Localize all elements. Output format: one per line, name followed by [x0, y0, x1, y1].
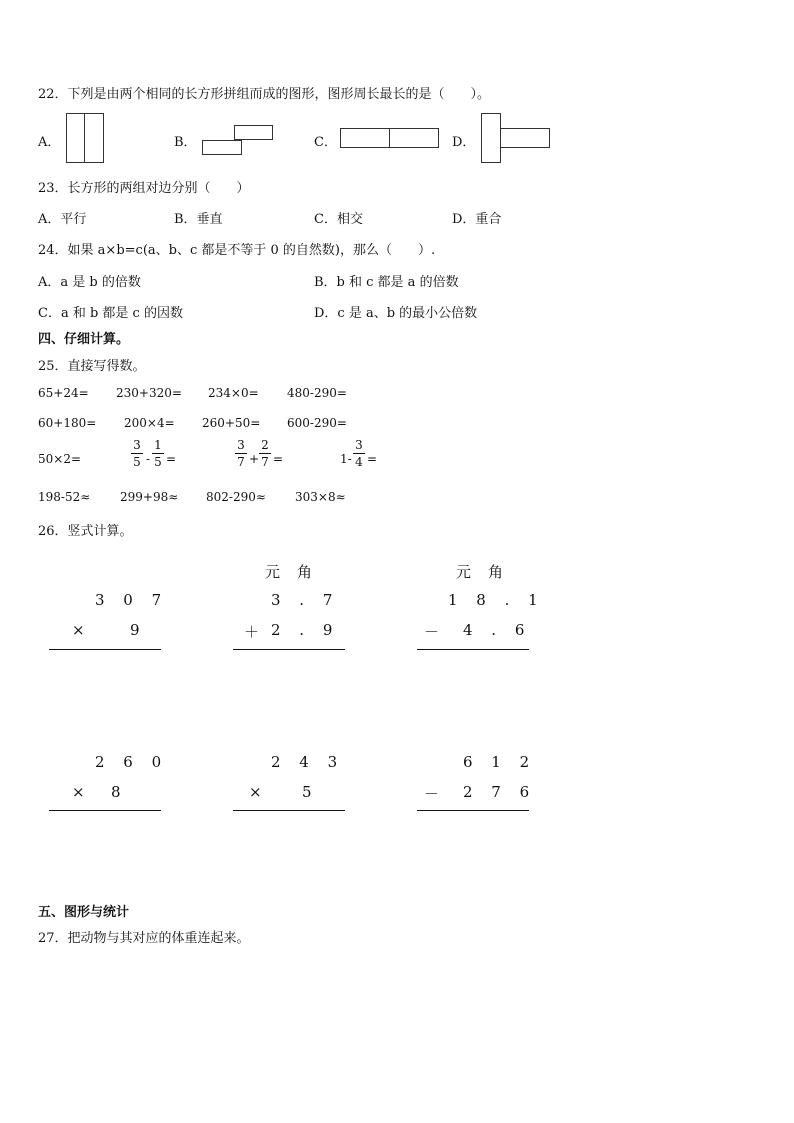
bottom-number: 9 [130, 621, 147, 639]
underline [417, 649, 529, 650]
operator: - [146, 452, 151, 466]
underline [49, 649, 161, 650]
underline [233, 810, 345, 811]
rectangle-shape [66, 113, 85, 163]
fraction: 2 7 [259, 438, 271, 469]
q26-text: 26．竖式计算。 [38, 524, 133, 539]
equals: = [166, 452, 177, 466]
calc-item: 480-290= [287, 386, 347, 400]
q22-option-b-label: B． [174, 135, 197, 150]
q27-text: 27．把动物与其对应的体重连起来。 [38, 931, 250, 946]
q22-option-c-label: C． [314, 135, 337, 150]
unit-jiao: 角 [488, 563, 504, 581]
unit-jiao: 角 [297, 563, 313, 581]
calc-item: 60+180= [38, 416, 97, 430]
calc-item: 230+320= [116, 386, 182, 400]
top-number: 6 1 2 [463, 753, 537, 771]
q24-option-d: D．c 是 a、b 的最小公倍数 [314, 306, 478, 321]
rectangle-shape [389, 128, 439, 148]
underline [417, 810, 529, 811]
calc-item: 260+50= [202, 416, 261, 430]
operator: × [72, 621, 85, 639]
section-5-title: 五、图形与统计 [38, 905, 130, 920]
unit-yuan: 元 [456, 563, 472, 581]
q23-option-b: B．垂直 [174, 212, 223, 227]
calc-item: 303×8≈ [295, 490, 346, 504]
calc-item: 200×4= [124, 416, 175, 430]
top-number: 3 . 7 [271, 591, 340, 609]
q22-option-a-label: A． [38, 135, 61, 150]
calc-item: 50×2= [38, 452, 82, 466]
calc-item: 600-290= [287, 416, 347, 430]
top-number: 3 0 7 [95, 591, 169, 609]
equals: = [367, 452, 378, 466]
fraction: 3 5 [131, 438, 143, 469]
calc-item: 65+24= [38, 386, 89, 400]
operator: × [249, 783, 262, 801]
fraction: 1 5 [152, 438, 164, 469]
operator: + [249, 452, 260, 466]
fraction: 3 4 [353, 438, 365, 469]
equals: = [273, 452, 284, 466]
rectangle-shape [500, 128, 550, 148]
q23-option-d: D．重合 [452, 212, 502, 227]
rectangle-shape [481, 113, 501, 163]
calc-item: 802-290≈ [206, 490, 266, 504]
bottom-number: 2 . 9 [271, 621, 340, 639]
calc-item: 299+98≈ [120, 490, 179, 504]
underline [49, 810, 161, 811]
calc-item: 198-52≈ [38, 490, 91, 504]
q23-option-c: C．相交 [314, 212, 363, 227]
q24-option-a: A．a 是 b 的倍数 [38, 275, 141, 290]
q22-text: 22．下列是由两个相同的长方形拼组而成的图形，图形周长最长的是（ ）。 [38, 87, 491, 102]
fraction: 3 7 [235, 438, 247, 469]
q25-text: 25．直接写得数。 [38, 359, 146, 374]
bottom-number: 4 . 6 [463, 621, 532, 639]
bottom-number: 5 [302, 783, 319, 801]
q23-text: 23．长方形的两组对边分别（ ） [38, 181, 250, 196]
operator: ＋ [244, 623, 260, 641]
top-number: 1 8 . 1 [448, 591, 545, 609]
q23-option-a: A．平行 [38, 212, 87, 227]
top-number: 2 6 0 [95, 753, 169, 771]
rectangle-shape [202, 140, 242, 155]
bottom-number: 2 7 6 [463, 783, 537, 801]
q22-option-d-label: D． [452, 135, 476, 150]
section-4-title: 四、仔细计算。 [38, 332, 130, 347]
operator: × [72, 783, 85, 801]
bottom-number: 8 [111, 783, 128, 801]
q24-option-b: B．b 和 c 都是 a 的倍数 [314, 275, 459, 290]
rectangle-shape [234, 125, 273, 140]
unit-yuan: 元 [265, 563, 281, 581]
calc-item: 234×0= [208, 386, 259, 400]
prefix: 1- [340, 452, 352, 466]
operator: － [424, 623, 440, 641]
top-number: 2 4 3 [271, 753, 345, 771]
q24-option-c: C．a 和 b 都是 c 的因数 [38, 306, 183, 321]
rectangle-shape [340, 128, 390, 148]
underline [233, 649, 345, 650]
operator: － [424, 785, 440, 803]
rectangle-shape [84, 113, 104, 163]
q24-text: 24．如果 a×b=c(a、b、c 都是不等于 0 的自然数)，那么（ ）. [38, 243, 436, 258]
